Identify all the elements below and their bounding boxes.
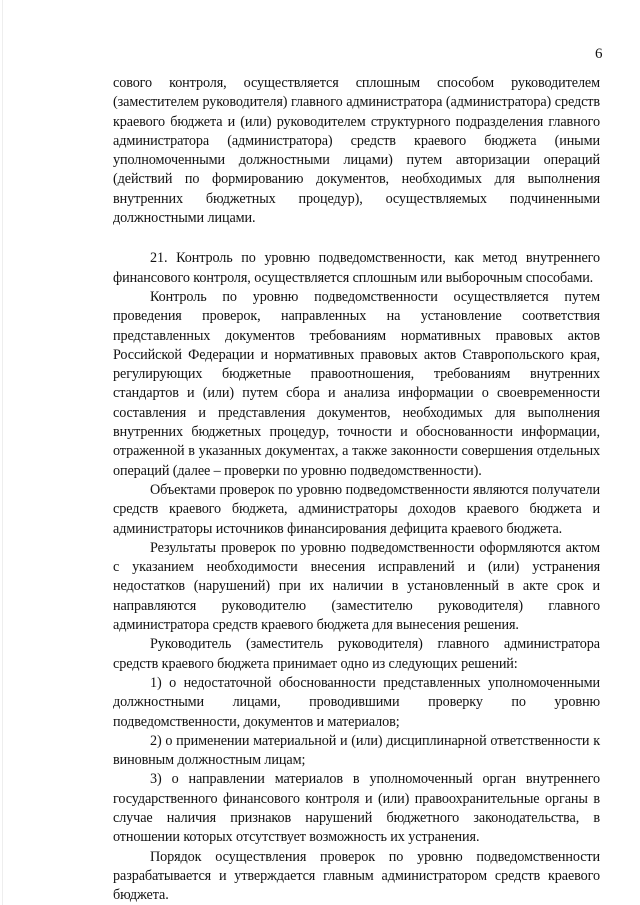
paragraph-decision-intro: Руководитель (заместитель руководителя) главного администратора средств краевого бюджета принимает одно из следующих решений:	[113, 636, 600, 672]
document-body	[113, 74, 600, 905]
paragraph-inspection-results: Результаты проверок по уровню подведомственности оформляются актом с указанием необходимости внесения исправлений и (или) устранения недостатков (нарушений) при их наличии в установленный в акте срок и направляются руководителю (заместителю руководителя) главного администратора средств краевого бюджета для вынесения решения.	[113, 539, 600, 634]
paragraph-control-method: Контроль по уровню подведомственности осуществляется путем проведения проверок, направленных на установление соответствия представленных документов требованиям нормативных правовых актов Российской Федерации и нормативных правовых актов Ставропольского края, регулирующих бюджетные правоотношения, требованиям внутренних стандартов и (или) путем сбора и анализа информации о своевременности составления и представления документов, необходимых для выполнения внутренних бюджетных процедур, точности и обоснованности информации, отраженной в указанных документах, а также законности совершения отдельных операций (далее – проверки по уровню подведомственности).	[113, 288, 600, 479]
list-item-decision-1: 1) о недостаточной обоснованности представленных уполномоченными должностными лицами, проводившими проверку по уровню подведомственности, документов и материалов;	[113, 674, 600, 730]
paragraph-section-21: 21. Контроль по уровню подведомственности, как метод внутреннего финансового контроля, осуществляется сплошным или выборочным способами.	[113, 250, 600, 286]
paragraph-continuation: сового контроля, осуществляется сплошным способом руководителем (заместителем руководителя) главного администратора (администратора) средств краевого бюджета и (или) руководителем структурного подразделения главного администратора (администратора) средств краевого бюджета (иными уполномоченными должностными лицами) путем авторизации операций (действий по формированию документов, необходимых для выполнения внутренних бюджетных процедур), осуществляемых подчиненными должностными лицами.	[113, 75, 600, 227]
list-item-decision-3: 3) о направлении материалов в уполномоченный орган внутреннего государственного финансового контроля и (или) правоохранительные органы в случае наличия признаков нарушений бюджетного законодательства, в отношении которых отсутствует возможность их устранения.	[113, 771, 600, 846]
paragraph-procedure: Порядок осуществления проверок по уровню подведомственности разрабатывается и утверждается главным администратором средств краевого бюджета.	[113, 848, 600, 904]
list-item-decision-2: 2) о применении материальной и (или) дисциплинарной ответственности к виновным должностным лицам;	[113, 732, 600, 769]
paragraph-inspection-objects: Объектами проверок по уровню подведомственности являются получатели средств краевого бюджета, администраторы доходов краевого бюджета и администраторы источников финансирования дефицита краевого бюджета.	[113, 481, 600, 537]
scan-edge-mark	[2, 0, 3, 905]
page-number: 6	[595, 46, 603, 62]
